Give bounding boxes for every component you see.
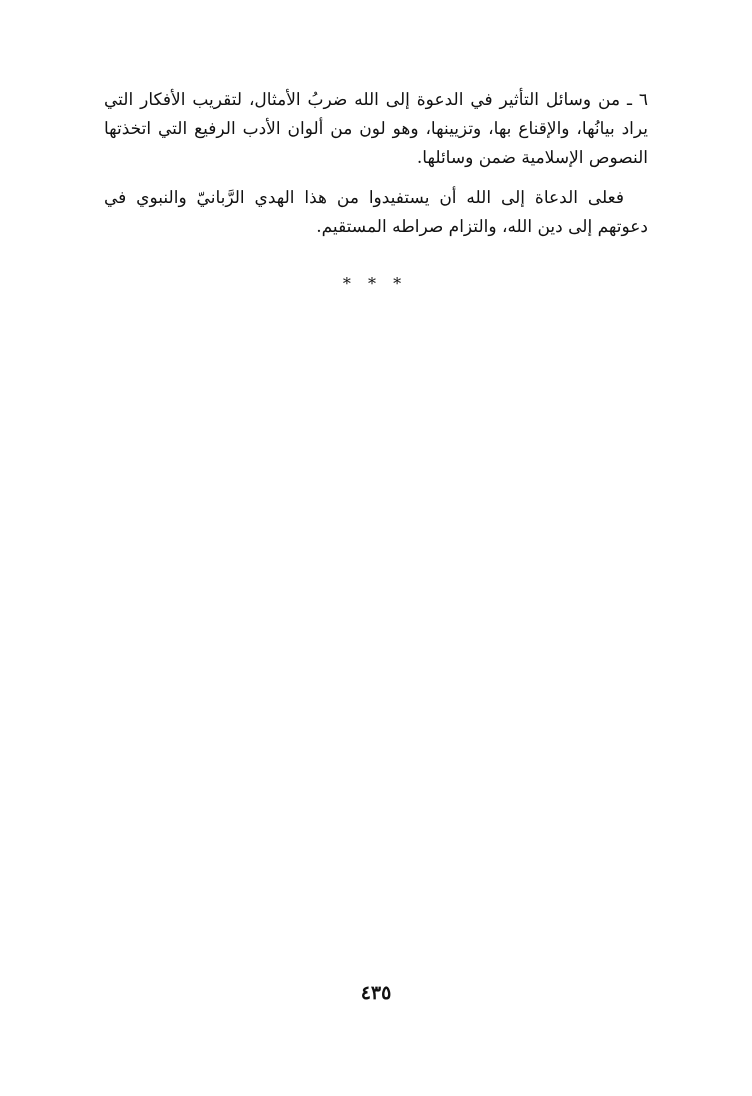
paragraph-conclusion: فعلى الدعاة إلى الله أن يستفيدوا من هذا الهدي الرَّبانيّ والنبوي في دعوتهم إلى دين الله، والتزام صراطه المستقيم.: [104, 188, 648, 237]
body-text: [104, 86, 648, 242]
page-number: ٤٣٥: [360, 982, 392, 1004]
section-separator: * * *: [342, 274, 408, 293]
paragraph-point-6: ٦ ـ من وسائل التأثير في الدعوة إلى الله ضربُ الأمثال، لتقريب الأفكار التي يراد بيانُها، والإقناع بها، وتزيينها، وهو لون من ألوان الأدب الرفيع التي اتخذتها النصوص الإسلامية ضمن وسائلها.: [104, 90, 648, 168]
